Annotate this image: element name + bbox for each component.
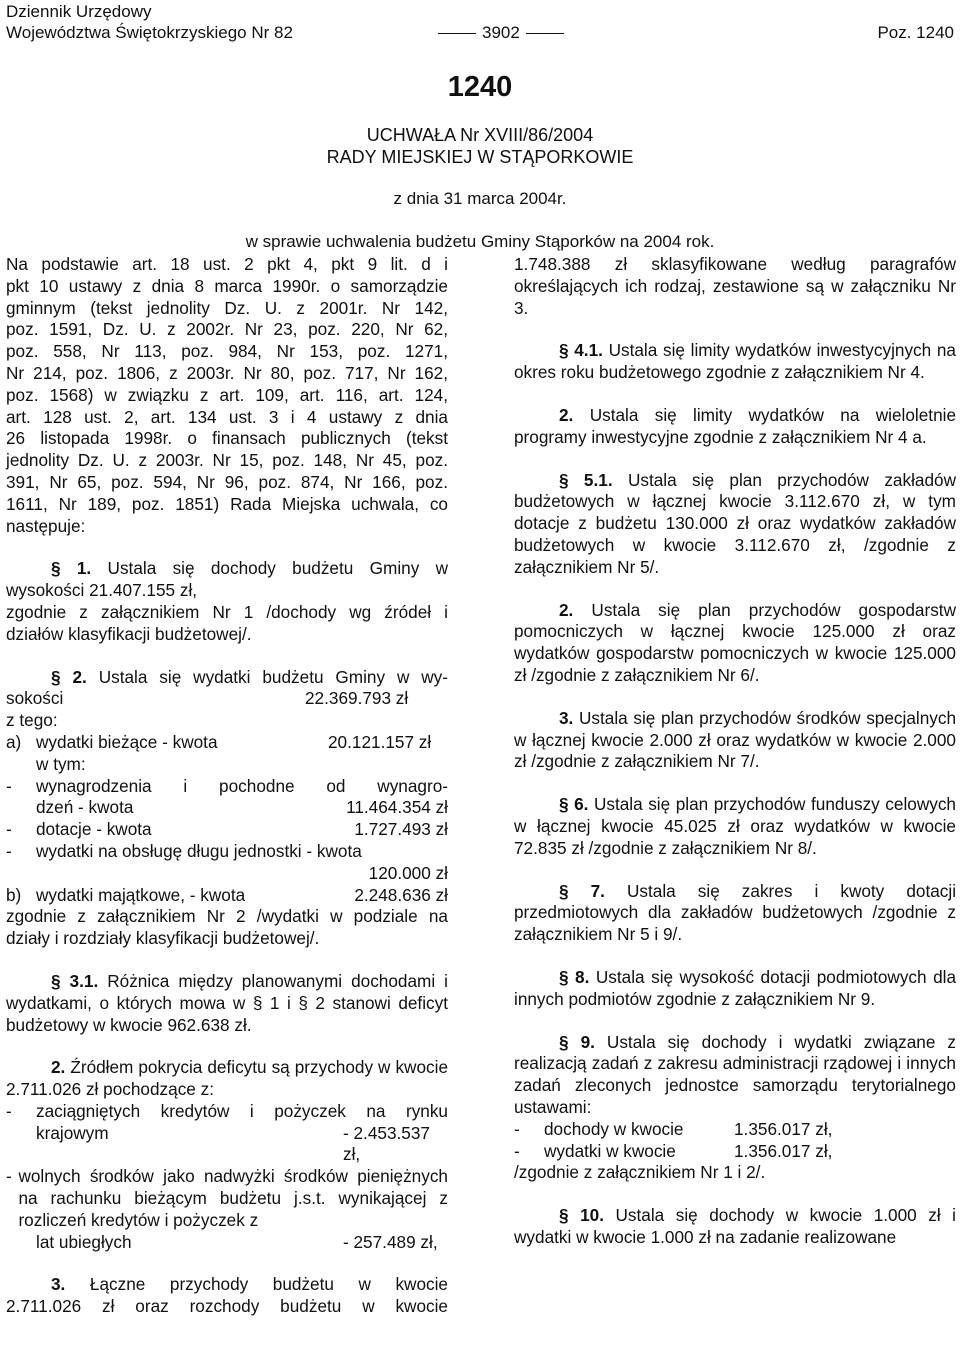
section-mark: 3. [559, 707, 574, 728]
section-4-2 [514, 405, 956, 449]
section-mark: § 8. [559, 966, 590, 987]
section-text: Ustala się plan przychodów gospodarstw pomocniczych w łącznej kwocie 125.000 zł oraz wydatków gospodarstw pomocniczych w kwocie 125.000 zł /zgodnie z załącznikiem Nr 6/. [514, 599, 956, 685]
section-text: Ustala się plan przychodów środków specjalnych w łącznej kwocie 2.000 zł oraz wydatków w kwocie 2.000 zł /zgodnie z załącznikiem Nr 7/. [514, 707, 957, 772]
section-text: Ustala się dochody i wydatki związane z realizacją zadań z zakresu administracji rządowej i innych zadań zleconych jednostce samorządu terytorialnego ustawami: [514, 1031, 957, 1117]
amount-row: - dochody w kwocie 1.356.017 zł, [514, 1118, 833, 1139]
preamble-line: jednolity Dz. U. z 2003r. Nr 15, poz. 148, Nr 45, poz. [6, 450, 448, 471]
amount-row [6, 863, 448, 885]
journal-line-2 [6, 22, 293, 43]
preamble-line: 26 listopada 1998r. o finansach publicznych (tekst [6, 428, 448, 449]
amount-row: - wydatki w kwocie 1.356.017 zł, [514, 1140, 833, 1161]
preamble-line: Nr 214, poz. 1806, z 2003r. Nr 80, poz. 717, Nr 162, [6, 362, 448, 383]
section-5 [514, 470, 956, 579]
amount-value: 1.356.017 zł, [734, 1118, 833, 1139]
section-3: § 3.1. Różnica między planowanymi dochodami i wydatkami, o których mowa w § 1 i § 2 stanowi deficyt budżetowy w kwocie 962.638 zł. 2. Źródłem pokrycia deficytu są przychody w kwocie 2.711.026 zł pochodzące z: - zaciągniętych kredytów i pożyczek na rynku krajowym - 2.453.537 zł, - wolnych środków jako nadwyżki środków pieniężnych na rachunku bieżącym budżetu j.s.t. wynikającej z rozliczeń kredytów i pożyczek z lat ubiegłych - 257.489 zł, 3. Łączne przychody budżetu w kwocie 2.711.026 zł oraz rozchody budżetu w kwocie [6, 970, 448, 1317]
section-mark: 2. [559, 404, 574, 425]
resolution-title: UCHWAŁA Nr XVIII/86/2004 [366, 125, 594, 145]
section-mark: § 3.1. [51, 970, 99, 991]
divider [526, 33, 564, 34]
amount-row: lat ubiegłych - 257.489 zł, [6, 1232, 448, 1254]
preamble-line: art. 128 ust. 2, art. 134 ust. 3 i 4 ustawy z dnia [6, 406, 448, 427]
section-8 [514, 967, 956, 1011]
section-text: wysokości 21.407.155 zł, [6, 580, 198, 601]
section-mark: § 6. [559, 794, 589, 815]
preamble-line: gminnym (tekst jednolity Dz. U. z 2001r. Nr 142, [6, 297, 448, 318]
preamble-line: następuje: [6, 515, 86, 536]
section-mark: § 4.1. [559, 340, 603, 361]
amount-value: 1.356.017 zł, [734, 1140, 833, 1161]
section-10 [514, 1205, 956, 1249]
section-4 [514, 340, 956, 384]
section-6 [514, 794, 956, 859]
section-text: Różnica między planowanymi dochodami i wydatkami, o których mowa w § 1 i § 2 stanowi deficyt budżetowy w kwocie 962.638 zł. [6, 970, 448, 1035]
left-column [6, 254, 448, 1318]
section-mark: § 1. [51, 558, 92, 579]
section-mark: § 5.1. [559, 469, 613, 490]
journal-title [6, 1, 293, 43]
page-number: 3902 [482, 23, 520, 42]
journal-line-1: Dziennik Urzędowy [6, 2, 152, 21]
preamble-line: 391, Nr 65, poz. 594, Nr 96, poz. 874, Nr 166, poz. [6, 471, 448, 492]
amount-row: a) wydatki bieżące - kwota 20.121.157 zł [6, 732, 448, 754]
section-text: Ustala się dochody budżetu Gminy w [107, 558, 449, 579]
section-text: Ustala się limity wydatków na wieloletnie programy inwestycyjne zgodnie z załącznikiem Nr 4 a. [514, 404, 957, 447]
document-number: 1240 [447, 71, 513, 103]
section-text: Ustala się limity wydatków inwestycyjnych na okres roku budżetowego zgodnie z załącznikiem Nr 4. [514, 340, 956, 383]
section-mark: 2. [51, 1057, 66, 1078]
resolution-date: z dnia 31 marca 2004r. [393, 189, 567, 208]
page-number-block [432, 22, 570, 43]
preamble-line: 1611, Nr 189, poz. 1851) Rada Miejska uchwala, co [6, 493, 448, 514]
resolution-subject: w sprawie uchwalenia budżetu Gminy Stąporków na 2004 rok. [245, 232, 715, 251]
amount-value: 20.121.157 zł [328, 731, 432, 752]
section-text: działów klasyfikacji budżetowej/. [6, 623, 252, 644]
preamble-line: poz. 1591, Dz. U. z 2002r. Nr 23, poz. 220, Nr 62, [6, 319, 448, 340]
section-2: § 2. Ustala się wydatki budżetu Gminy w wy- sokości 22.369.793 zł z tego: a) wydatki bieżące - kwota 20.121.157 zł w tym: - wynagrodzenia i pochodne od wynagro- dzeń - kwota 11.464.354 zł - dotacje - kwota 1.727.493 zł - wydatki na obsługę długu jednostki - kwota 120.000 zł b) wydatki majątkowe, - kwota 2.248.636 zł zgodnie z załącznikiem Nr 2 /wydatki w podziale na działy i rozdziały klasyfikacji budżetowej/. [6, 666, 448, 949]
section-mark: 3. [51, 1274, 66, 1295]
section-mark: § 9. [559, 1031, 595, 1052]
amount-row: krajowym - 2.453.537 zł, [6, 1123, 448, 1167]
amount-value: - 2.453.537 zł, [343, 1122, 430, 1165]
section-text: Ustala się zakres i kwoty dotacji przedmiotowych dla zakładów budżetowych /zgodnie z załącznikiem Nr 5 i 9/. [514, 880, 957, 945]
right-column [514, 254, 956, 1249]
amount-value: 11.464.354 zł [346, 797, 448, 818]
section-text: Ustala się plan przychodów funduszy celowych w łącznej kwocie 45.025 zł oraz wydatków w kwocie 72.835 zł /zgodnie z załącznikiem Nr 8/. [514, 794, 956, 858]
section-text: Źródłem pokrycia deficytu są przychody w kwocie 2.711.026 zł pochodzące z: [6, 1057, 448, 1100]
amount-row: dzeń - kwota 11.464.354 zł [36, 797, 448, 818]
preamble-line: poz. 558, Nr 113, poz. 984, Nr 153, poz. 1271, [6, 341, 448, 362]
section-5-3 [514, 708, 956, 773]
section-mark: § 2. [51, 666, 87, 687]
journal-name: Województwa Świętokrzyskiego Nr 82 [6, 23, 293, 42]
preamble-line: pkt 10 ustawy z dnia 8 marca 1990r. o samorządzie [6, 275, 448, 296]
amount-row: sokości 22.369.793 zł [6, 688, 448, 710]
section-text: Ustala się wydatki budżetu Gminy w wy- [98, 666, 448, 687]
amount-value: 120.000 zł [368, 862, 448, 883]
section-text: Łączne przychody budżetu w kwocie [89, 1274, 448, 1295]
amount-row: - dotacje - kwota 1.727.493 zł [6, 819, 448, 840]
preamble [6, 254, 448, 537]
section-mark: § 10. [559, 1205, 604, 1226]
section-text: Ustala się dochody w kwocie 1.000 zł i wydatki w kwocie 1.000 zł na zadanie realizowane [514, 1205, 957, 1247]
section-9: § 9. Ustala się dochody i wydatki związane z realizacją zadań z zakresu administracji rządowej i innych zadań zleconych jednostce samorządu terytorialnego ustawami: - dochody w kwocie 1.356.017 zł, - wydatki w kwocie 1.356.017 zł, /zgodnie z załącznikiem Nr 1 i 2/. [514, 1031, 957, 1183]
divider [438, 33, 476, 34]
section-5-2 [514, 600, 956, 687]
amount-value: - 257.489 zł, [343, 1231, 438, 1252]
section-text: Ustala się plan przychodów zakładów budżetowych w łącznej kwocie 3.112.670 zł, w tym dotacje z budżetu 130.000 zł oraz wydatków zakładów budżetowych w kwocie 3.112.670 zł, /zgodnie z załącznikiem Nr 5/. [514, 469, 956, 577]
amount-value: 22.369.793 zł [305, 688, 409, 709]
section-text: zgodnie z załącznikiem Nr 1 /dochody wg źródeł i [6, 601, 448, 622]
position-label: Poz. 1240 [877, 23, 954, 42]
preamble-line: poz. 1568) w związku z art. 109, art. 116, art. 124, [6, 384, 448, 405]
amount-value: 2.248.636 zł [354, 884, 448, 905]
continued-text: 1.748.388 zł sklasyfikowane według paragrafów określających ich rodzaj, zestawione są w załączniku Nr 3. [514, 254, 956, 318]
amount-row: b) wydatki majątkowe, - kwota 2.248.636 zł [6, 884, 448, 905]
section-text: Ustala się wysokość dotacji podmiotowych dla innych podmiotów zgodnie z załącznikiem Nr 9. [514, 966, 957, 1009]
council-name: RADY MIEJSKIEJ W STĄPORKOWIE [326, 147, 634, 167]
section-1 [6, 558, 448, 645]
section-mark: § 7. [559, 880, 605, 901]
section-7 [514, 881, 956, 946]
preamble-line: Na podstawie art. 18 ust. 2 pkt 4, pkt 9 lit. d i [6, 254, 448, 274]
section-mark: 2. [559, 599, 574, 620]
amount-value: 1.727.493 zł [354, 819, 448, 840]
